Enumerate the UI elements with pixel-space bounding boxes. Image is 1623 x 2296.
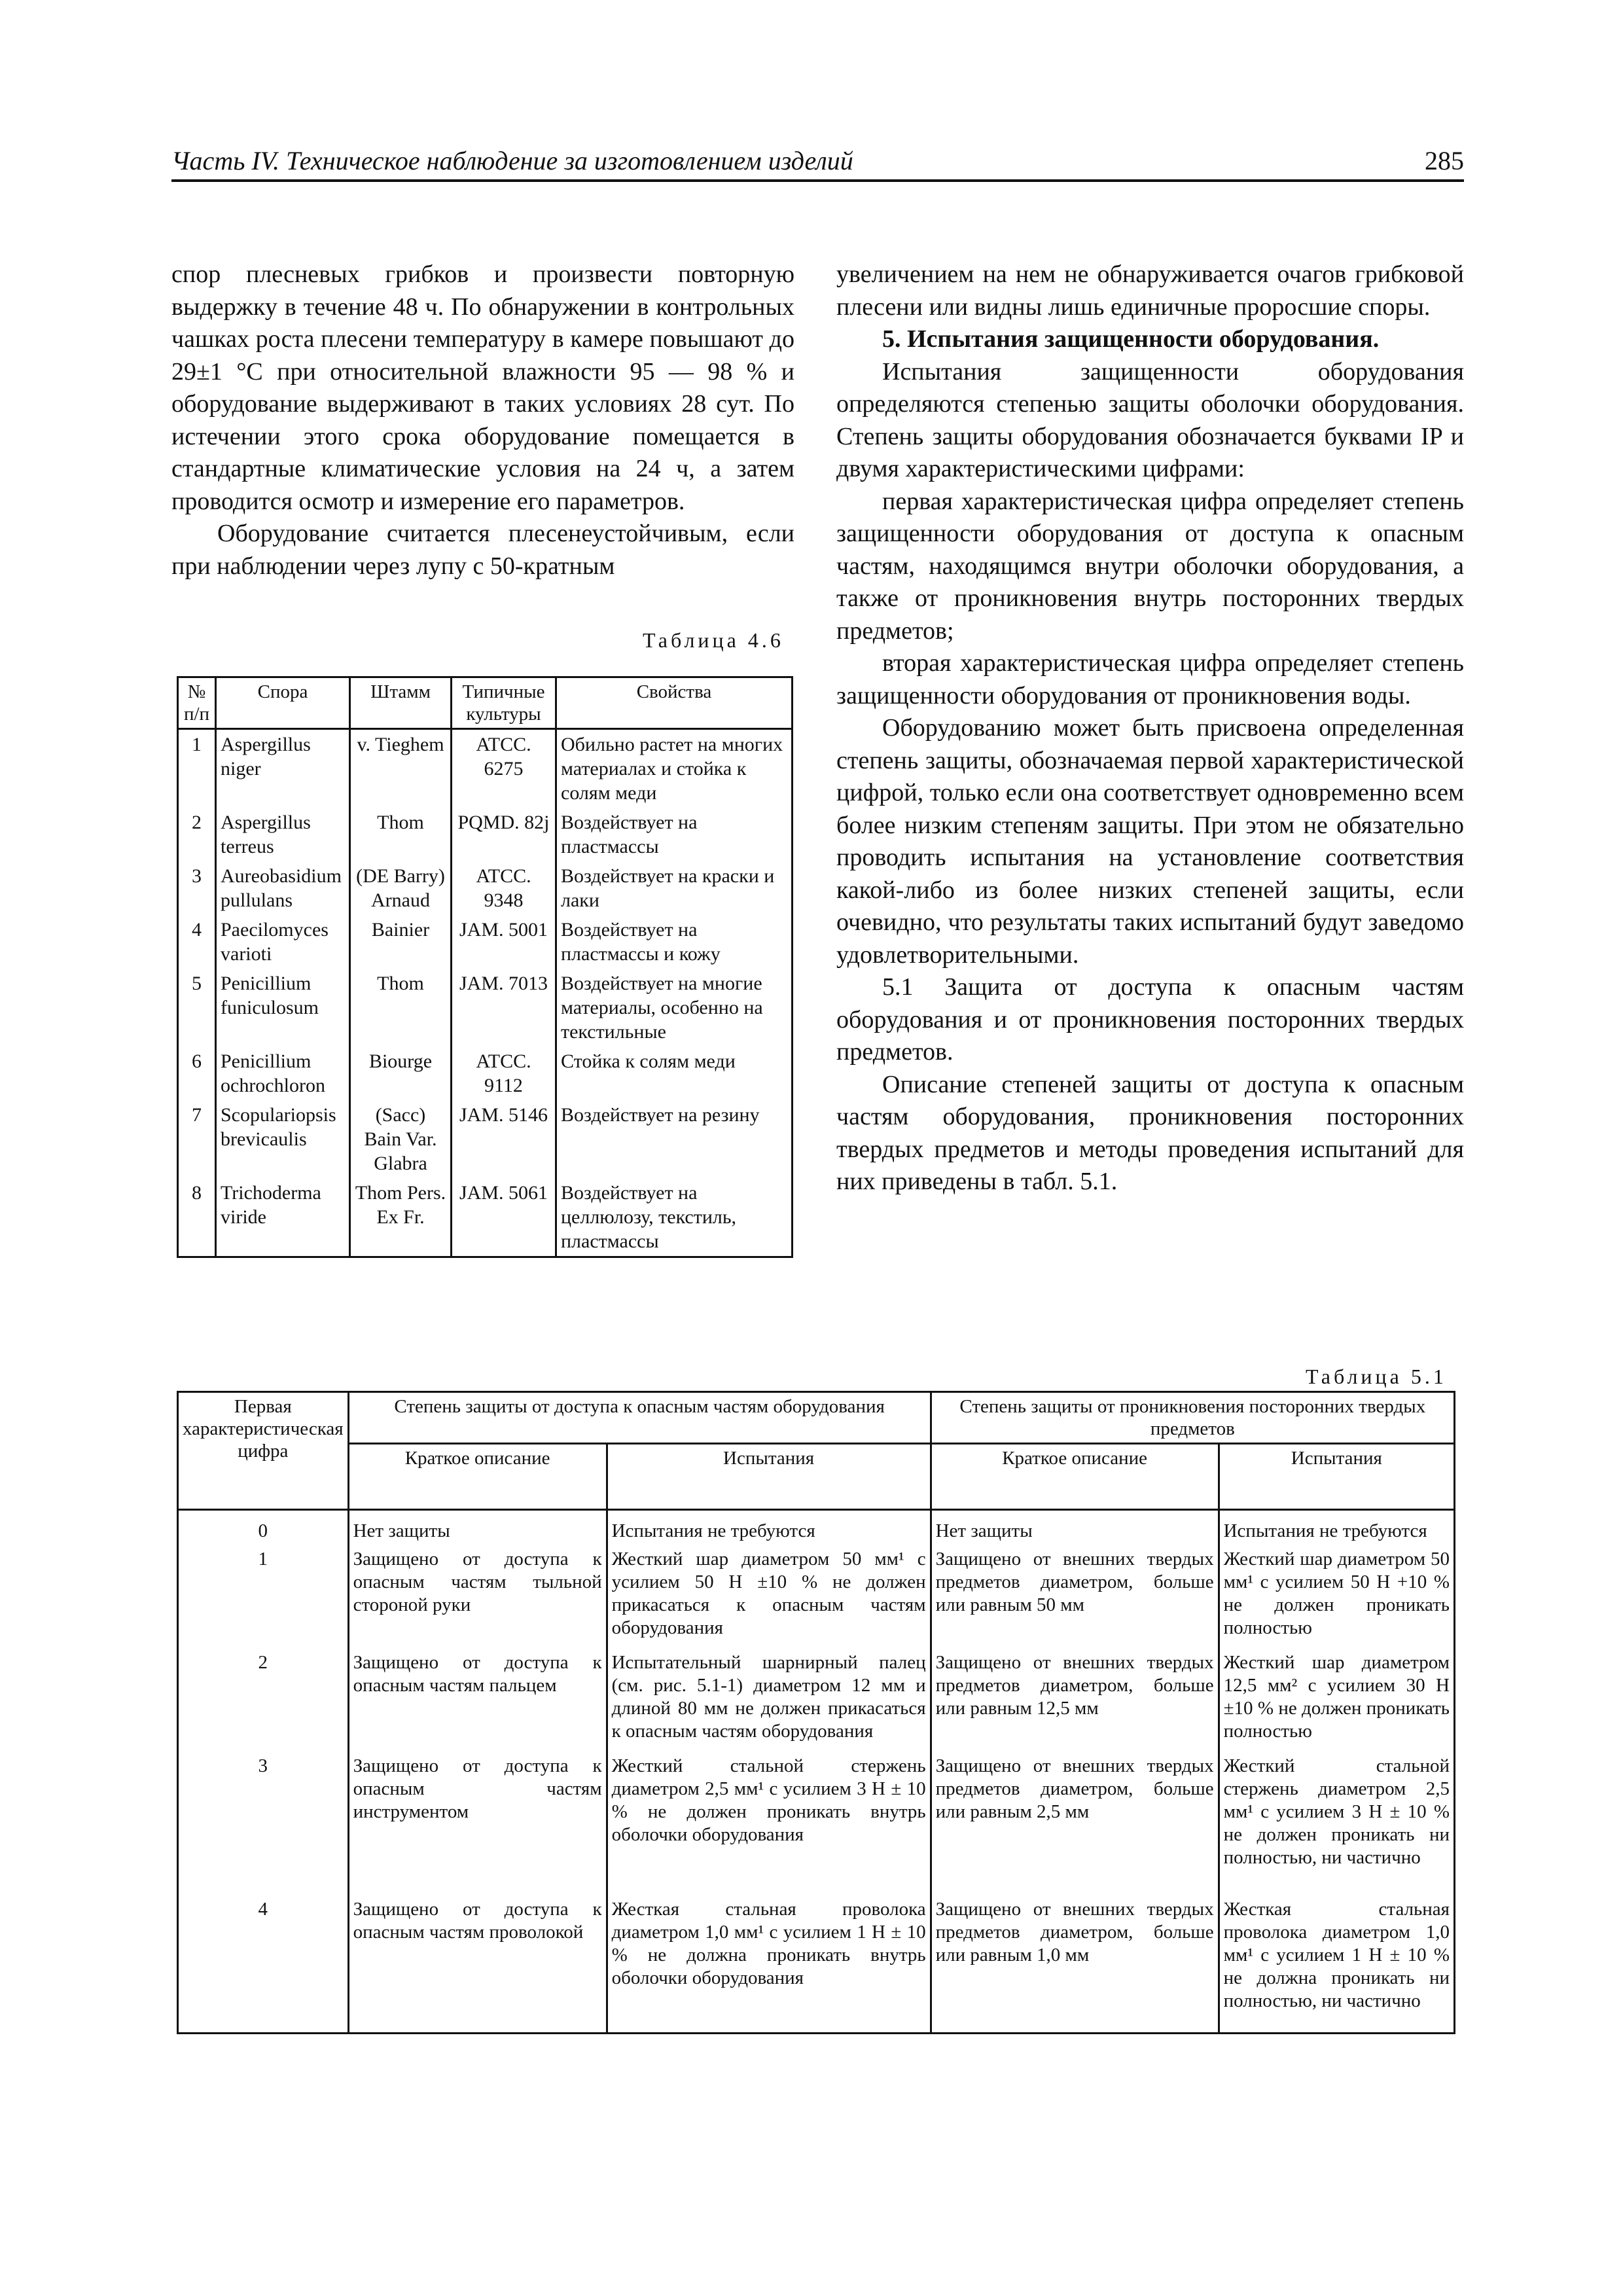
t46-cell: Aspergillus niger	[216, 729, 350, 808]
t46-cell: ATCC. 9348	[452, 861, 556, 915]
t51-cell: Жесткая стальная проволока диаметром 1,0 мм¹ с усилием 1 Н ± 10 % не должна проникать ни полностью, ни частично	[1219, 1872, 1454, 2034]
t51-cell: 4	[178, 1872, 349, 2034]
t51-cell: Испытания не требуются	[607, 1510, 931, 1546]
table-row	[178, 808, 793, 861]
t51-cell: Защищено от доступа к опасным частям проволокой	[348, 1872, 607, 2034]
table-row	[178, 729, 793, 808]
t51-cell: Защищено от внешних твердых предметов диаметром, больше или равным 1,0 мм	[931, 1872, 1219, 2034]
t51-cell: Жесткая стальная проволока диаметром 1,0 мм¹ с усилием 1 Н ± 10 % не должна проникать внутрь оболочки оборудования	[607, 1872, 931, 2034]
t51-cell: 1	[178, 1545, 349, 1642]
t51-header-brief-2: Краткое описание	[931, 1444, 1219, 1510]
left-paragraph-1: спор плесневых грибков и произвести повторную выдержку в течение 48 ч. По обнаружении в контрольных чашках роста плесени температуру в камере повышают до 29±1 °С при относительной влажности 95 — 98 % и оборудование выдерживают в таких условиях 28 сут. По истечении этого срока оборудование помещается в стандартные климатические условия на 24 ч, а затем проводится осмотр и измерение его параметров.	[171, 260, 794, 515]
t46-cell: Воздействует на краски и лаки	[556, 861, 793, 915]
t51-cell: Жесткий стальной стержень диаметром 2,5 мм¹ с усилием 3 Н ± 10 % не должен проникать ни полностью, ни частично	[1219, 1746, 1454, 1872]
t51-cell: Нет защиты	[348, 1510, 607, 1546]
left-paragraph-2: Оборудование считается плесенеустойчивым, если при наблюдении через лупу с 50-кратным	[171, 520, 794, 580]
t46-cell: 4	[178, 915, 216, 969]
t46-cell: JAM. 5001	[452, 915, 556, 969]
t46-cell: Aspergillus terreus	[216, 808, 350, 861]
t46-cell: Стойка к солям меди	[556, 1047, 793, 1100]
t46-cell: 5	[178, 969, 216, 1047]
table-row	[178, 1545, 1455, 1642]
t51-header-first-digit: Первая характеристическая цифра	[178, 1392, 349, 1510]
t51-cell: Испытательный шарнирный палец (см. рис. 5.1-1) диаметром 12 мм и длиной 80 мм не должен прикасаться к опасным частям оборудования	[607, 1642, 931, 1746]
t51-cell: Жесткий шар диаметром 50 мм¹ с усилием 50 Н ±10 % не должен прикасаться к опасным частям оборудования	[607, 1545, 931, 1642]
t51-cell: Защищено от внешних твердых предметов диаметром, больше или равным 50 мм	[931, 1545, 1219, 1642]
right-paragraph-5: Оборудованию может быть присвоена определенная степень защиты, обозначаемая первой характеристической цифрой, только если она соответствует одновременно всем более низким степеням защиты. При этом не обязательно проводить испытания на установление соответствия какой-либо из более низких степеней защиты, если очевидно, что результаты таких испытаний будут заведомо удовлетворительными.	[836, 714, 1464, 969]
table-row	[178, 969, 793, 1047]
t51-header-tests-2: Испытания	[1219, 1444, 1454, 1510]
right-column	[836, 259, 1464, 1198]
t46-cell: Scopulariopsis brevicaulis	[216, 1100, 350, 1178]
table-4-6-caption: Таблица 4.6	[643, 628, 784, 652]
table-5-1	[177, 1391, 1455, 2034]
t46-cell: Воздействует на резину	[556, 1100, 793, 1178]
t46-cell: (Sacc) Bain Var. Glabra	[350, 1100, 452, 1178]
t51-cell: Нет защиты	[931, 1510, 1219, 1546]
t46-cell: 8	[178, 1178, 216, 1257]
t46-cell: 3	[178, 861, 216, 915]
t46-cell: Воздействует на целлюлозу, текстиль, пластмассы	[556, 1178, 793, 1257]
t46-header-strain: Штамм	[350, 677, 452, 729]
t51-cell: 2	[178, 1642, 349, 1746]
t46-cell: Thom	[350, 808, 452, 861]
t51-cell: Защищено от внешних твердых предметов диаметром, больше или равным 12,5 мм	[931, 1642, 1219, 1746]
right-paragraph-4: вторая характеристическая цифра определяет степень защищенности оборудования от проникновения воды.	[836, 649, 1464, 709]
t46-cell: Thom Pers. Ex Fr.	[350, 1178, 452, 1257]
t46-header-spore: Спора	[216, 677, 350, 729]
section-5-heading	[836, 323, 1464, 356]
t46-cell: v. Tieghem	[350, 729, 452, 808]
t51-cell: Жесткий шар диаметром 50 мм¹ с усилием 50 Н +10 % не должен проникать полностью	[1219, 1545, 1454, 1642]
t51-cell: Жесткий шар диаметром 12,5 мм² с усилием 30 Н ±10 % не должен проникать полностью	[1219, 1642, 1454, 1746]
table-row	[178, 1100, 793, 1178]
table-row	[178, 1642, 1455, 1746]
right-paragraph-3: первая характеристическая цифра определяет степень защищенности оборудования от доступа к опасным частям, находящимся внутри оболочки оборудования, а также от проникновения внутрь посторонних твердых предметов;	[836, 487, 1464, 645]
t51-cell: Защищено от доступа к опасным частям пальцем	[348, 1642, 607, 1746]
right-paragraph-7: Описание степеней защиты от доступа к опасным частям оборудования, проникновения посторонних твердых предметов и методы проведения испытаний для них приведены в табл. 5.1.	[836, 1070, 1464, 1195]
t46-cell: Aureobasidium pullulans	[216, 861, 350, 915]
t46-header-cultures: Типичные культуры	[452, 677, 556, 729]
table-row	[178, 1510, 1455, 1546]
t46-cell: Thom	[350, 969, 452, 1047]
t51-header-group-access: Степень защиты от доступа к опасным частям оборудования	[348, 1392, 931, 1444]
t46-cell: JAM. 7013	[452, 969, 556, 1047]
table-5-1-caption: Таблица 5.1	[1306, 1365, 1447, 1388]
t46-cell: 6	[178, 1047, 216, 1100]
t46-header-properties: Свойства	[556, 677, 793, 729]
t51-header-group-solids: Степень защиты от проникновения посторонних твердых предметов	[931, 1392, 1454, 1444]
t46-cell: Воздействует на пластмассы	[556, 808, 793, 861]
right-paragraph-6: 5.1 Защита от доступа к опасным частям оборудования и от проникновения посторонних твердых предметов.	[836, 973, 1464, 1066]
t46-cell: Trichoderma viride	[216, 1178, 350, 1257]
t51-cell: Жесткий стальной стержень диаметром 2,5 мм¹ с усилием 3 Н ± 10 % не должен проникать внутрь оболочки оборудования	[607, 1746, 931, 1872]
t46-cell: Bainier	[350, 915, 452, 969]
t46-cell: Воздействует на пластмассы и кожу	[556, 915, 793, 969]
t46-cell: ATCC. 6275	[452, 729, 556, 808]
t51-cell: 0	[178, 1510, 349, 1546]
t51-cell: Защищено от доступа к опасным частям тыльной стороной руки	[348, 1545, 607, 1642]
t46-cell: Обильно растет на многих материалах и стойка к солям меди	[556, 729, 793, 808]
page-number: 285	[1425, 146, 1464, 175]
t46-cell: Biourge	[350, 1047, 452, 1100]
t51-header-tests-1: Испытания	[607, 1444, 931, 1510]
t46-header-num: № п/п	[178, 677, 216, 729]
right-paragraph-1: увеличением на нем не обнаруживается очагов грибковой плесени или видны лишь единичные проросшие споры.	[836, 260, 1464, 321]
t46-cell: JAM. 5061	[452, 1178, 556, 1257]
t46-cell: 1	[178, 729, 216, 808]
t51-cell: Испытания не требуются	[1219, 1510, 1454, 1546]
running-header-title: Часть IV. Техническое наблюдение за изготовлением изделий	[171, 146, 853, 175]
t46-cell: (DE Barry) Arnaud	[350, 861, 452, 915]
t46-cell: 7	[178, 1100, 216, 1178]
table-4-6	[177, 676, 793, 1258]
t46-cell: PQMD. 82j	[452, 808, 556, 861]
left-column	[171, 259, 794, 583]
t46-cell: JAM. 5146	[452, 1100, 556, 1178]
t51-cell: Защищено от доступа к опасным частям инструментом	[348, 1746, 607, 1872]
t46-cell: Penicillium funiculosum	[216, 969, 350, 1047]
right-paragraph-2: Испытания защищенности оборудования определяются степенью защиты оболочки оборудования. Степень защиты оборудования обозначается буквами IP и двумя характеристическими цифрами:	[836, 357, 1464, 482]
t46-cell: Paecilomyces varioti	[216, 915, 350, 969]
t46-cell: Воздействует на многие материалы, особенно на текстильные	[556, 969, 793, 1047]
t51-cell: 3	[178, 1746, 349, 1872]
table-row	[178, 1047, 793, 1100]
t46-cell: Penicillium ochrochloron	[216, 1047, 350, 1100]
table-row	[178, 1872, 1455, 2034]
t51-cell: Защищено от внешних твердых предметов диаметром, больше или равным 2,5 мм	[931, 1746, 1219, 1872]
table-row	[178, 1178, 793, 1257]
t46-cell: 2	[178, 808, 216, 861]
running-header	[171, 145, 1464, 182]
table-row	[178, 861, 793, 915]
t46-cell: ATCC. 9112	[452, 1047, 556, 1100]
section-5-heading-text: 5. Испытания защищенности оборудования.	[882, 325, 1380, 353]
table-row	[178, 1746, 1455, 1872]
t51-header-brief-1: Краткое описание	[348, 1444, 607, 1510]
table-row	[178, 915, 793, 969]
